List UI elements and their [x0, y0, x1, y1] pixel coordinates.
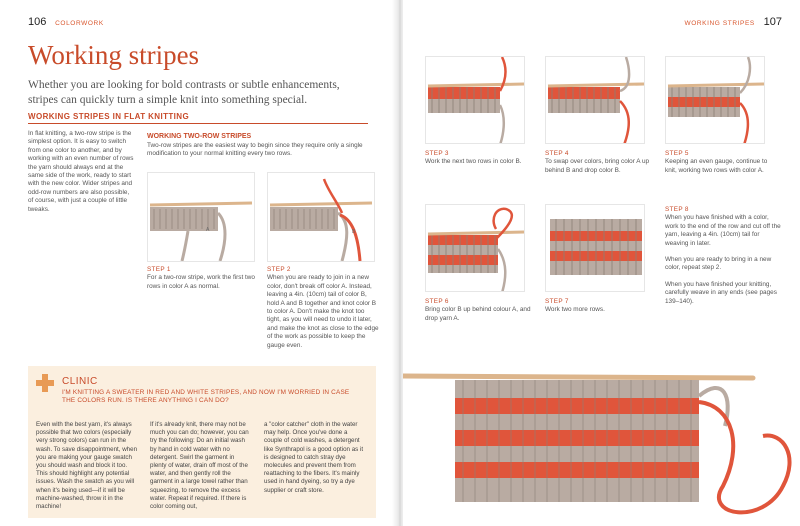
step-7-text: Work two more rows.	[545, 306, 605, 314]
body-text: In flat knitting, a two-row stripe is the simplest option. It is easy to switch from one color to another, and by working with an even number of rows the yarn should always end at the same side of the work, ready to start with the new color. Wider stripes and odd-row numbers are also possible, of course, with just a couple of little tweaks.	[28, 130, 134, 213]
subheading: WORKING TWO-ROW STRIPES	[147, 133, 252, 140]
step-6-text: Bring color B up behind colour A, and drop yarn A.	[425, 306, 531, 322]
section-heading: WORKING STRIPES IN FLAT KNITTING	[28, 112, 368, 124]
intro-text: Whether you are looking for bold contrasts or subtle enhancements, stripes can quickly turn a simple knit into something special.	[28, 79, 340, 106]
step-2	[267, 266, 379, 350]
step-5-label: STEP 5	[665, 150, 689, 157]
step-1	[147, 266, 257, 291]
subheading-text: Two-row stripes are the easiest way to begin since they require only a single modification to your normal knitting every two rows.	[147, 142, 363, 158]
step-8-label: STEP 8	[665, 206, 689, 213]
section-name-right: WORKING STRIPES	[684, 20, 755, 27]
step-7-photo	[545, 204, 645, 292]
page-number-right: 107	[763, 16, 782, 28]
clinic-column-3: a "color catcher" cloth in the water may help. Once you've done a couple of cold washes, a detergent like Synthrapol is a good option as it is designed to catch stray dye molecules and prevent them from reattaching to the fibers. It's mainly used in hand dyeing, so try a dye supplier or craft store.	[264, 421, 364, 494]
swatch-photo	[403, 336, 800, 526]
page-number: 106	[28, 16, 47, 28]
step-4-text: To swap over colors, bring color A up behind B and drop color B.	[545, 158, 650, 174]
step-2-label: STEP 2	[267, 266, 291, 273]
step-3-label: STEP 3	[425, 150, 449, 157]
step-5-text: Keeping an even gauge, continue to knit, working two rows with color A.	[665, 158, 768, 174]
step-6-label: STEP 6	[425, 298, 449, 305]
step-8-text-3: When you have finished your knitting, carefully weave in any ends (see pages 139–140).	[665, 280, 777, 305]
clinic-title: CLINIC	[62, 376, 98, 387]
plus-icon	[36, 374, 54, 392]
step-3-photo	[425, 56, 525, 144]
section-name: COLORWORK	[55, 20, 104, 27]
page-title: Working stripes	[28, 40, 200, 70]
step-8-text-2: When you are ready to bring in a new color, repeat step 2.	[665, 256, 772, 272]
step-7-label: STEP 7	[545, 298, 569, 305]
step-1-label: STEP 1	[147, 266, 171, 273]
step-3	[425, 150, 535, 167]
step-3-text: Work the next two rows in color B.	[425, 158, 522, 166]
right-folio	[678, 16, 782, 28]
clinic-box	[28, 366, 376, 518]
clinic-question: I'M KNITTING A SWEATER IN RED AND WHITE STRIPES, AND NOW I'M WORRIED IN CASE THE COLORS RUN. IS THERE ANYTHING I CAN DO?	[62, 389, 350, 404]
right-page	[403, 0, 800, 526]
step-6-photo	[425, 204, 525, 292]
label-a: A	[206, 227, 210, 233]
step-4-photo	[545, 56, 645, 144]
step-1-photo	[147, 172, 255, 262]
clinic-column-2: If it's already knit, there may not be much you can do; however, you can try the following: Do an initial wash by hand in cold water with no detergent. Swirl the garment in plenty of water, drain off most of the water, and then gently roll the garment in a large towel rather than squeezing, to remove the excess water. Repeat if required. If there is color coming out,	[150, 421, 249, 511]
step-6	[425, 298, 535, 323]
left-folio	[28, 16, 110, 28]
step-2-photo	[267, 172, 375, 262]
clinic-column-1: Even with the best yarn, it's always possible that two colors (especially very strong colors) can run in the wash. To save disappointment, when you are making your gauge swatch you should wash and block it too. This should highlight any potential issues. Wash the swatch as you will when it's being used—if it will be machine-washed, throw it in the machine!	[36, 421, 138, 511]
left-page	[0, 0, 397, 526]
step-5-photo	[665, 56, 765, 144]
step-2-text: When you are ready to join in a new color, don't break off color A. Instead, leaving a 4in. (10cm) tail of color B, hold A and B together and knot color B to color A. Don't make the knot too tight, as you will need to undo it later, and make the knot as close to the edge of the work as possible to keep the gauge even.	[267, 274, 379, 349]
step-8	[665, 206, 783, 306]
label-b: B	[352, 229, 356, 235]
step-1-text: For a two-row stripe, work the first two rows in color A as normal.	[147, 274, 255, 290]
step-4-label: STEP 4	[545, 150, 569, 157]
step-4	[545, 150, 657, 175]
step-8-text: When you have finished with a color, work to the end of the row and cut off the yarn, leaving a 4in. (10cm) tail for weaving in later.	[665, 214, 781, 247]
step-7	[545, 298, 655, 315]
step-5	[665, 150, 780, 175]
